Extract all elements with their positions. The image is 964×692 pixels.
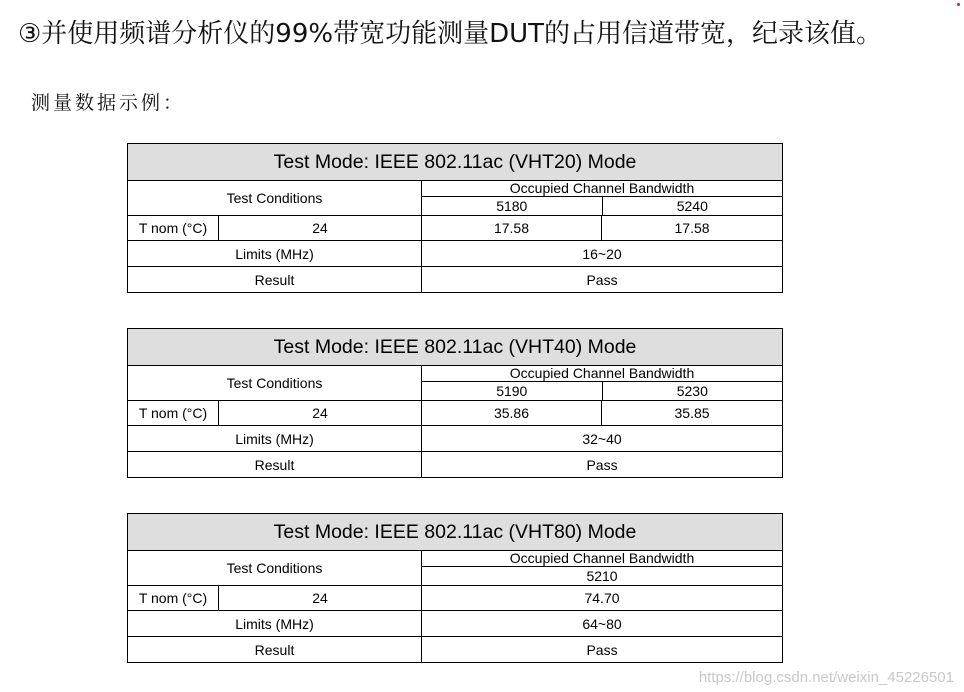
page-heading: ③并使用频谱分析仪的99%带宽功能测量DUT的占用信道带宽，纪录该值。 xyxy=(18,19,883,49)
test-conditions-label: Test Conditions xyxy=(128,551,422,586)
bandwidth-value: 17.58 xyxy=(602,216,783,241)
bandwidth-value: 17.58 xyxy=(422,216,602,241)
red-dot-marker xyxy=(957,3,960,6)
occupied-bandwidth-label: Occupied Channel Bandwidth xyxy=(422,551,782,567)
occupied-bandwidth-header xyxy=(422,181,783,216)
result-value: Pass xyxy=(422,267,783,293)
tnom-value: 24 xyxy=(219,216,422,241)
result-value: Pass xyxy=(422,452,783,478)
limits-label: Limits (MHz) xyxy=(128,611,422,637)
limits-value: 64~80 xyxy=(422,611,783,637)
table-title: Test Mode: IEEE 802.11ac (VHT20) Mode xyxy=(128,144,783,181)
tnom-value: 24 xyxy=(219,401,422,426)
occupied-bandwidth-label: Occupied Channel Bandwidth xyxy=(422,181,782,197)
limits-value: 16~20 xyxy=(422,241,783,267)
bandwidth-value: 35.85 xyxy=(602,401,783,426)
frequency-label: 5180 xyxy=(496,198,528,214)
frequency-label: 5210 xyxy=(586,568,618,584)
frequency-label: 5190 xyxy=(496,383,528,399)
bandwidth-value: 35.86 xyxy=(422,401,602,426)
occupied-bandwidth-label: Occupied Channel Bandwidth xyxy=(422,366,782,382)
table-title: Test Mode: IEEE 802.11ac (VHT80) Mode xyxy=(128,514,783,551)
test-table-vht20 xyxy=(127,143,783,293)
tnom-label: T nom (°C) xyxy=(128,586,219,611)
bandwidth-value: 74.70 xyxy=(422,586,783,611)
limits-label: Limits (MHz) xyxy=(128,426,422,452)
tnom-value: 24 xyxy=(219,586,422,611)
result-label: Result xyxy=(128,267,422,293)
watermark-url: https://blog.csdn.net/weixin_45226501 xyxy=(698,669,954,686)
result-label: Result xyxy=(128,452,422,478)
example-subheading: 测量数据示例： xyxy=(31,92,186,114)
occupied-bandwidth-header xyxy=(422,366,783,401)
result-label: Result xyxy=(128,637,422,663)
test-conditions-label: Test Conditions xyxy=(128,181,422,216)
test-table-vht80 xyxy=(127,513,783,663)
frequency-label: 5240 xyxy=(602,197,783,215)
result-value: Pass xyxy=(422,637,783,663)
frequency-label: 5230 xyxy=(602,382,783,400)
tnom-label: T nom (°C) xyxy=(128,216,219,241)
test-table-vht40 xyxy=(127,328,783,478)
limits-label: Limits (MHz) xyxy=(128,241,422,267)
tnom-label: T nom (°C) xyxy=(128,401,219,426)
limits-value: 32~40 xyxy=(422,426,783,452)
table-title: Test Mode: IEEE 802.11ac (VHT40) Mode xyxy=(128,329,783,366)
occupied-bandwidth-header xyxy=(422,551,783,586)
test-conditions-label: Test Conditions xyxy=(128,366,422,401)
